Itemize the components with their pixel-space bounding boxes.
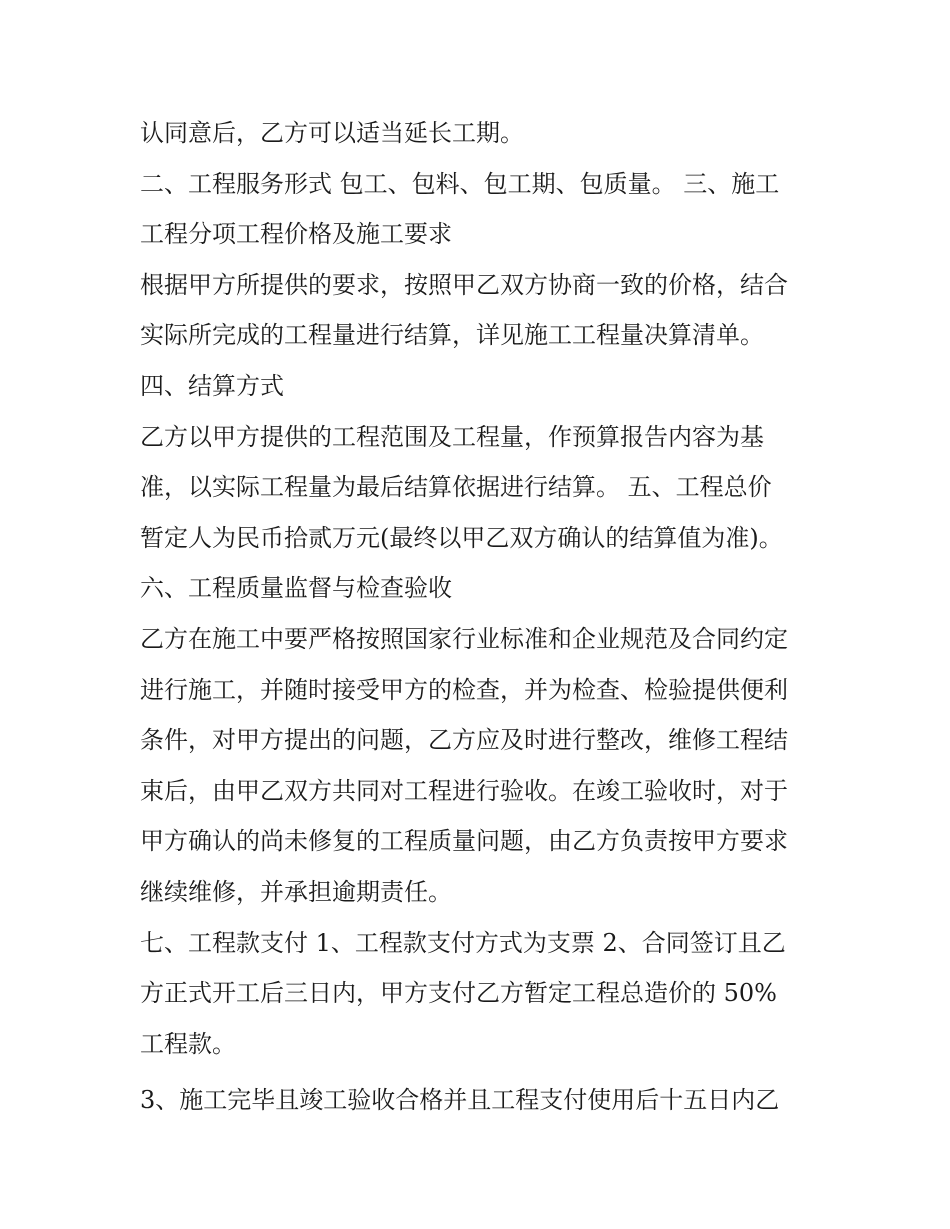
text-line: 六、工程质量监督与检查验收 (140, 574, 452, 603)
text-line: 暂定人为民币拾贰万元(最终以甲乙双方确认的结算值为准)。 (140, 523, 783, 552)
text-line: 3、施工完毕且竣工验收合格并且工程支付使用后十五日内乙 (140, 1086, 780, 1115)
text-line: 认同意后，乙方可以适当延长工期。 (140, 119, 524, 147)
text-line: 进行施工，并随时接受甲方的检查，并为检查、检验提供便利 (140, 675, 788, 704)
text-line: 实际所完成的工程量进行结算，详见施工工程量决算清单。 (140, 321, 764, 350)
text-line: 继续维修，并承担逾期责任。 (140, 877, 452, 906)
text-line: 四、结算方式 (140, 371, 284, 400)
contract-body-text (140, 108, 820, 1126)
text-line: 乙方在施工中要严格按照国家行业标准和企业规范及合同约定 (140, 624, 788, 653)
text-line: 二、工程服务形式 包工、包料、包工期、包质量。 三、施工 (140, 169, 780, 198)
text-line: 工程分项工程价格及施工要求 (140, 220, 452, 249)
text-line: 根据甲方所提供的要求，按照甲乙双方协商一致的价格，结合 (140, 270, 788, 299)
text-line: 工程款。 (140, 1029, 236, 1058)
text-line: 准，以实际工程量为最后结算依据进行结算。 五、工程总价 (140, 473, 772, 502)
text-line: 条件，对甲方提出的问题，乙方应及时进行整改，维修工程结 (140, 726, 788, 755)
text-line: 方正式开工后三日内，甲方支付乙方暂定工程总造价的 50% (140, 979, 777, 1008)
text-line: 乙方以甲方提供的工程范围及工程量，作预算报告内容为基 (140, 422, 764, 451)
text-line: 七、工程款支付 1、工程款支付方式为支票 2、合同签订且乙 (140, 928, 786, 957)
text-line: 甲方确认的尚未修复的工程质量问题，由乙方负责按甲方要求 (140, 827, 788, 856)
text-line: 束后，由甲乙双方共同对工程进行验收。在竣工验收时，对于 (140, 776, 788, 805)
